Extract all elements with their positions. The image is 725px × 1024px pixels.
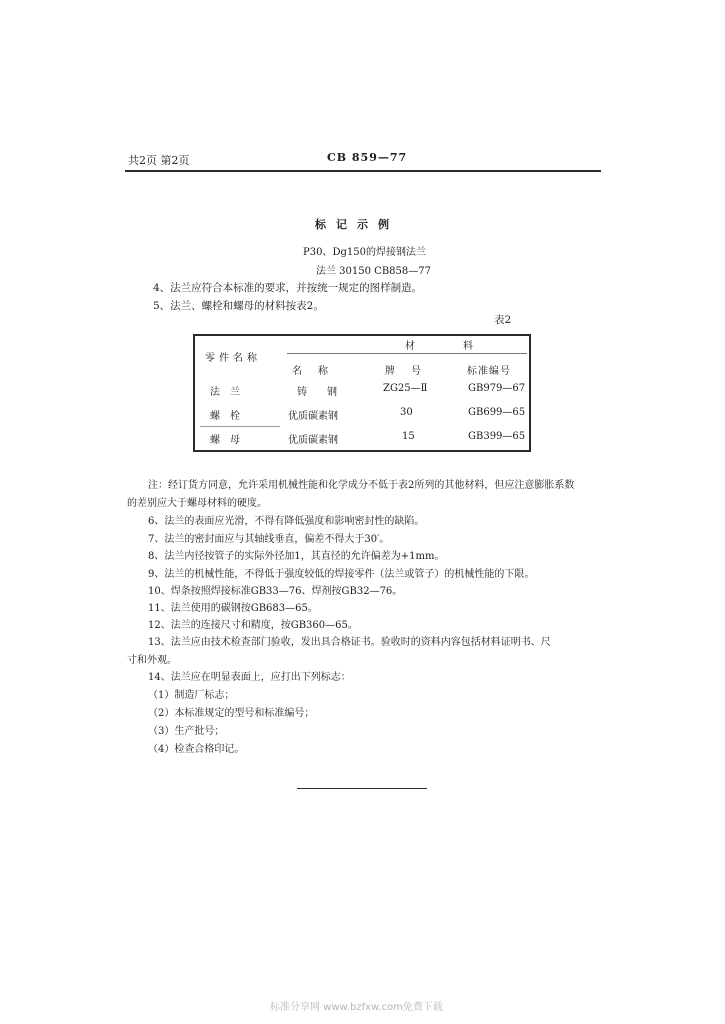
section-title: 标记示例 [315,218,399,231]
header-standard-no: 标准编号 [467,366,511,377]
item-7: 7、法兰的密封面应与其轴线垂直，偏差不得大于30′。 [148,534,390,545]
item-12: 12、法兰的连接尺寸和精度，按GB360—65。 [148,620,358,631]
row-divider [200,426,280,427]
item-13: 13、法兰应由技术检查部门验收，发出具合格证书。验收时的资料内容包括材料证明书、尺 [148,637,551,648]
table-left-rule [193,334,195,452]
row2-part: 螺 栓 [210,411,240,422]
row3-grade: 15 [402,431,415,442]
marking-2: （2）本标准规定的型号和标准编号； [148,708,315,719]
item-14: 14、法兰应在明显表面上，应打出下列标志： [148,672,351,683]
marking-example-line1: P30、Dg150的焊接钢法兰 [303,247,426,258]
row2-name: 优质碳素钢 [288,411,338,422]
row3-name: 优质碳素钢 [288,435,338,446]
table-header-divider [287,353,527,354]
header-material: 材 [405,341,415,352]
header-material-2: 料 [463,341,473,352]
note-line2: 的差别应大于螺母材料的硬度。 [127,498,267,509]
table-top-rule [193,334,531,336]
item-10: 10、焊条按照焊接标准GB33—76、焊剂按GB32—76。 [148,586,403,597]
page-info: 共2页 第2页 [128,154,190,167]
row2-grade: 30 [400,407,413,418]
marking-4: （4）检查合格印记。 [148,744,245,755]
item-9: 9、法兰的机械性能，不得低于强度较低的焊接零件（法兰或管子）的机械性能的下限。 [148,569,535,580]
footer-watermark: 标准分享网 www.bzfxw.com免费下载 [270,1002,443,1013]
table-caption: 表2 [494,314,512,326]
end-rule [297,788,427,789]
row3-part: 螺 母 [210,435,240,446]
standard-number: CB 859—77 [327,151,408,164]
row1-std: GB979—67 [468,383,526,394]
row3-std: GB399—65 [468,431,526,442]
table-right-rule [529,334,531,452]
row2-std: GB699—65 [468,407,526,418]
row1-name: 铸 钢 [297,387,337,398]
note-line1: 注：经订货方同意，允许采用机械性能和化学成分不低于表2所列的其他材料，但应注意膨胀系数 [148,480,575,491]
marking-3: （3）生产批号； [148,726,225,737]
header-name: 名 称 [292,366,331,377]
row1-grade: ZG25—Ⅱ [383,383,428,394]
item-5: 5、法兰、螺栓和螺母的材料按表2。 [153,300,324,312]
header-grade: 牌 号 [385,366,424,377]
marking-example-line2: 法兰 30150 CB858—77 [316,266,431,277]
item-4: 4、法兰应符合本标准的要求，并按统一规定的图样制造。 [153,282,423,294]
item-8: 8、法兰内径按管子的实际外径加1，其直径的允许偏差为+1mm。 [148,551,445,562]
header-rule [125,170,601,172]
header-part-name: 零件名称 [205,353,261,364]
row1-part: 法 兰 [210,387,240,398]
item-11: 11、法兰使用的碳钢按GB683—65。 [148,603,318,614]
table-bottom-rule [193,450,531,452]
item-13-cont: 寸和外观。 [127,655,177,666]
marking-1: （1）制造厂标志； [148,690,235,701]
item-6: 6、法兰的表面应光滑，不得有降低强度和影响密封性的缺陷。 [148,516,425,527]
